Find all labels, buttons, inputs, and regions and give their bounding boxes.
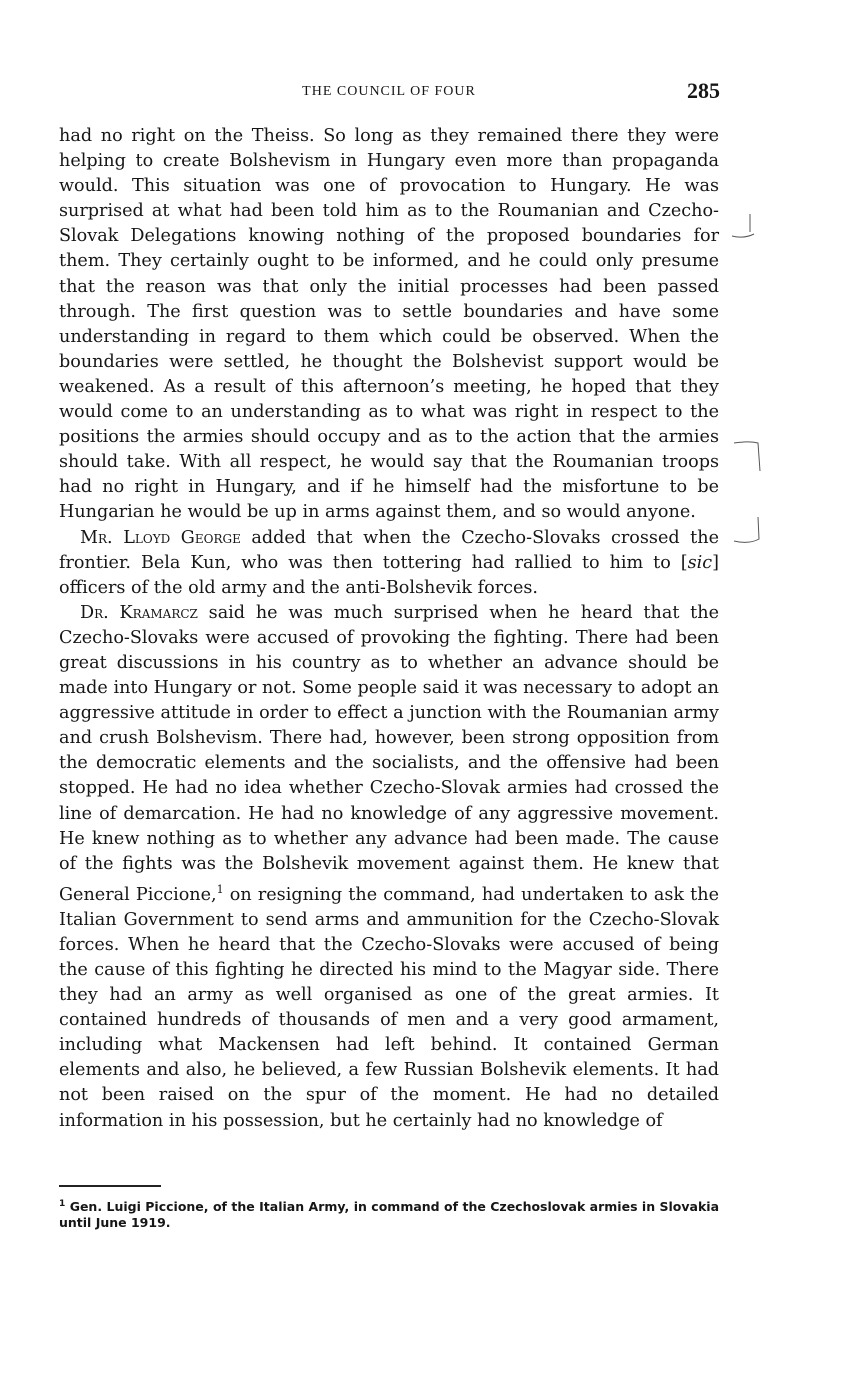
pencil-bracket-mark [728,212,758,248]
paragraph-text: ] officers of the old army and the anti-Bolshevik forces. [59,552,719,598]
footnote-divider [59,1185,161,1187]
paragraph [59,526,719,601]
page-header [58,78,720,108]
paragraph-text: on resigning the command, had undertaken to ask the Italian Government to send arms and ammunition for the Czecho-Slovak forces. When he heard that the Czecho-Slovaks were accused of being the cause of this fighting he directed his mind to the Magyar side. There they had an army as well organised as one of the great armies. It contained hundreds of thousands of men and a very good armament, including what Mackensen had left behind. It contained German elements and also, he believed, a few Russian Bolshevik elements. It had not been raised on the spur of the moment. He had no detailed information in his possession, but he certainly had no knowledge of [59,884,719,1131]
speaker-name: Dr. Kramarcz [80,602,198,623]
body-text [59,124,719,1134]
paragraph-text: said he was much surprised when he heard that the Czecho-Slovaks were accused of provoking the fighting. There had been great discussions in his country as to whether an advance should be made into Hungary or not. Some people said it was necessary to adopt an aggressive attitude in order to effect a junction with the Roumanian army and crush Bolshevism. There had, however, been strong opposition from the democratic elements and the socialists, and the offensive had been stopped. He had no idea whether Czecho-Slovak armies had crossed the line of demarcation. He had no knowledge of any aggressive movement. He knew nothing as to whether any advance had been made. The cause of the fights was the Bolshevik movement against them. He knew that General Piccione, [59,602,719,905]
running-title: THE COUNCIL OF FOUR [302,84,476,99]
footnote [59,1197,719,1230]
pencil-bracket-mark [732,435,768,475]
footnote-text: Gen. Luigi Piccione, of the Italian Army, in command of the Czechoslovak armies in Slovakia until June 1919. [59,1199,720,1230]
sic-annotation: sic [687,552,713,573]
footnote-marker: 1 [59,1199,66,1209]
paragraph [59,124,719,526]
paragraph-text: had no right on the Theiss. So long as they remained there they were helping to create Bolshevism in Hungary even more than propaganda would. This situation was one of provocation to Hungary. He was surprised at what had been told him as to the Roumanian and Czecho-Slovak Delegations knowing nothing of the proposed boundaries for them. They certainly ought to be informed, and he could only presume that the reason was that only the initial processes had been passed through. The first question was to settle boundaries and have some understanding in regard to them which could be observed. When the boundaries were settled, he thought the Bolshevist support would be weakened. As a result of this afternoon’s meeting, he hoped that they would come to an understanding as to what was right in respect to the positions the armies should occupy and as to the action that the armies should take. With all respect, he would say that the Roumanian troops had no right in Hungary, and if he himself had the misfortune to be Hungarian he would be up in arms against them, and so would anyone. [59,126,719,523]
footnote-reference: 1 [216,882,224,896]
speaker-name: Mr. Lloyd George [80,527,241,548]
paragraph [59,601,719,1134]
page-number: 285 [687,78,720,103]
pencil-bracket-mark [732,515,768,551]
paragraph-text: added that when the Czecho-Slovaks crossed the frontier. Bela Kun, who was then tottering had rallied to him to [ [59,527,719,573]
